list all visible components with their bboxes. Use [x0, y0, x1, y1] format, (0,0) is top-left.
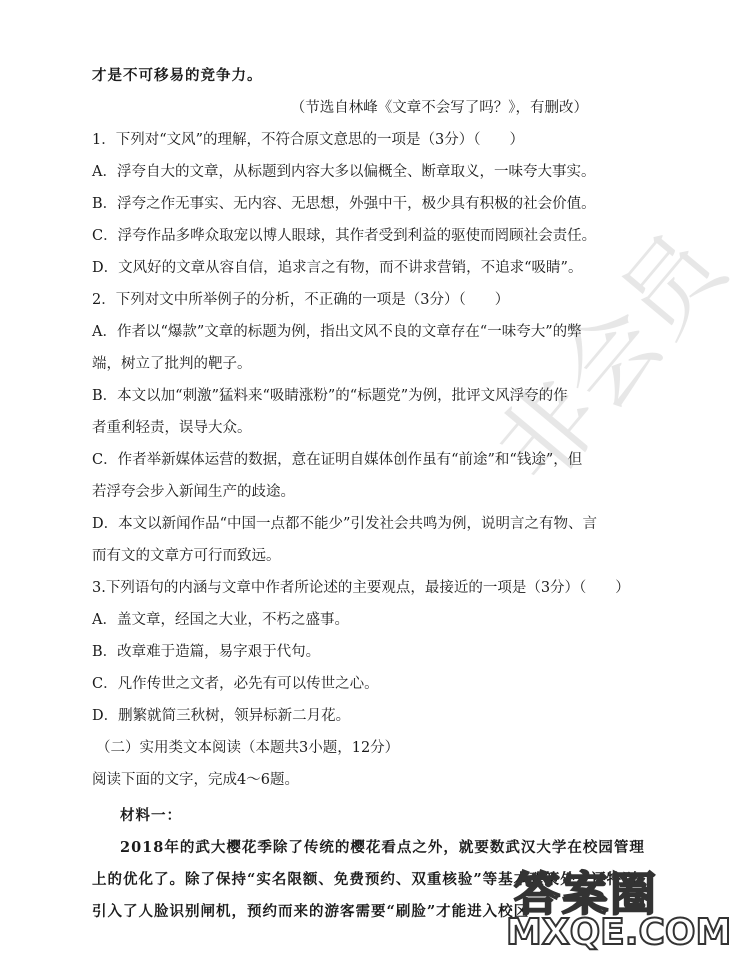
option-3a: A．盖文章，经国之大业，不朽之盛事。	[92, 612, 349, 628]
material-text: 上的优化了。除了保持“实名限额、免费预约、双重核验”等基本政策外，还特别	[92, 871, 638, 888]
option-2d-cont: 而有文的文章方可行而致远。	[92, 548, 281, 564]
watermark: 非会员	[475, 212, 747, 505]
option-1b: B．浮夸之作无事实、无内容、无思想，外强中干，极少具有积极的社会价值。	[92, 196, 596, 212]
material-text: 2018年的武大樱花季除了传统的樱花看点之外，就要数武汉大学在校园管理	[120, 839, 645, 856]
logo-top-text: 答案圈	[514, 867, 658, 921]
option-2c: C．作者举新媒体运营的数据，意在证明自媒体创作虽有“前途”和“钱途”，但	[92, 452, 583, 468]
instruction: 阅读下面的文字，完成4～6题。	[92, 772, 299, 788]
option-3b: B．改章难于造篇，易字艰于代句。	[92, 644, 321, 660]
section-heading: （二）实用类文本阅读（本题共3小题，12分）	[96, 740, 400, 756]
option-1d: D．文风好的文章从容自信，追求言之有物，而不讲求营销，不追求“吸睛”。	[92, 260, 583, 276]
option-2a: A．作者以“爆款”文章的标题为例，指出文风不良的文章存在“一味夸大”的弊	[92, 324, 582, 340]
material-text: 引入了人脸识别闸机，预约而来的游客需要“刷脸”才能进入校区	[92, 903, 530, 920]
option-1a: A．浮夸自大的文章，从标题到内容大多以偏概全、断章取义，一味夸大事实。	[92, 164, 596, 180]
option-2d: D．本文以新闻作品“中国一点都不能少”引发社会共鸣为例，说明言之有物、言	[92, 516, 597, 532]
option-2b-cont: 者重利轻责，误导大众。	[92, 420, 252, 436]
logo-bottom-text: MXQE.COM	[506, 912, 732, 953]
option-2a-cont: 端，树立了批判的靶子。	[92, 356, 252, 372]
option-3c: C．凡作传世之文者，必先有可以传世之心。	[92, 676, 379, 692]
text-line: 才是不可移易的竞争力。	[92, 67, 263, 84]
source-citation: （节选自林峰《文章不会写了吗？》，有删改）	[290, 100, 588, 116]
site-logo	[506, 858, 732, 968]
option-3d: D．删繁就简三秋树，领异标新二月花。	[92, 708, 351, 724]
question-1: 1．下列对“文风”的理解，不符合原文意思的一项是（3分）（ ）	[92, 132, 525, 148]
material-label: 材料一：	[120, 807, 182, 824]
option-2c-cont: 若浮夸会步入新闻生产的歧途。	[92, 484, 295, 500]
question-2: 2．下列对文中所举例子的分析，不正确的一项是（3分）（ ）	[92, 292, 510, 308]
option-2b: B．本文以加“刺激”猛料来“吸睛涨粉”的“标题党”为例，批评文风浮夸的作	[92, 388, 568, 404]
option-1c: C．浮夸作品多哗众取宠以博人眼球，其作者受到利益的驱使而罔顾社会责任。	[92, 228, 597, 244]
question-3: 3.下列语句的内涵与文章中作者所论述的主要观点，最接近的一项是（3分）（ ）	[92, 580, 630, 596]
